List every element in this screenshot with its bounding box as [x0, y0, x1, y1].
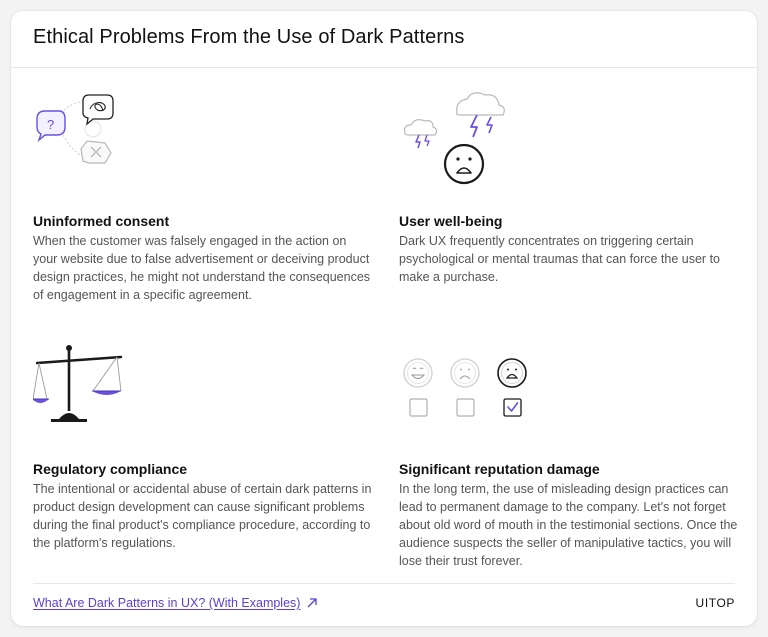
- brand-logo: UITOP: [695, 596, 735, 610]
- section-reputation-damage: [399, 357, 739, 577]
- card-title: Ethical Problems From the Use of Dark Patterns: [33, 26, 465, 48]
- section-uninformed-consent: [33, 91, 373, 301]
- section-heading: Uninformed consent: [33, 213, 170, 229]
- section-description: Dark UX frequently concentrates on triggering certain psychological or mental traumas that can force the user to make a purchase.: [399, 234, 720, 284]
- section-description: When the customer was falsely engaged in the action on your website due to false advertisement or deceiving product design practices, he might not understand the consequences of engagement in a specific agreement.: [33, 234, 371, 302]
- section-description: In the long term, the use of misleading design practices can lead to permanent damage to the company. Let's not forget about old word of mouth in the testimonial sections. Once the audience suspects the seller of manipulative tactics, you will lose their trust forever.: [399, 482, 738, 568]
- section-description: The intentional or accidental abuse of certain dark patterns in product design development can cause significant problems during the final product's compliance procedure, according to the platform's regulations.: [33, 482, 372, 550]
- scales-of-justice-icon: [33, 341, 129, 427]
- speech-bubbles-icon: [33, 91, 123, 181]
- rating-faces-checkboxes-icon: [399, 357, 529, 421]
- ethical-problems-card: [11, 11, 757, 626]
- card-footer: [33, 583, 735, 616]
- card-header: [11, 11, 757, 68]
- article-link-label: What Are Dark Patterns in UX? (With Examples): [33, 596, 301, 610]
- section-heading: User well-being: [399, 213, 503, 229]
- section-heading: Regulatory compliance: [33, 461, 188, 477]
- storm-clouds-sad-face-icon: [399, 87, 509, 187]
- arrow-up-right-icon: [306, 597, 318, 609]
- article-link[interactable]: [33, 596, 318, 610]
- section-user-well-being: [399, 87, 739, 287]
- svg-text:?: ?: [47, 117, 55, 132]
- section-heading: Significant reputation damage: [399, 461, 600, 477]
- section-regulatory-compliance: [33, 341, 373, 561]
